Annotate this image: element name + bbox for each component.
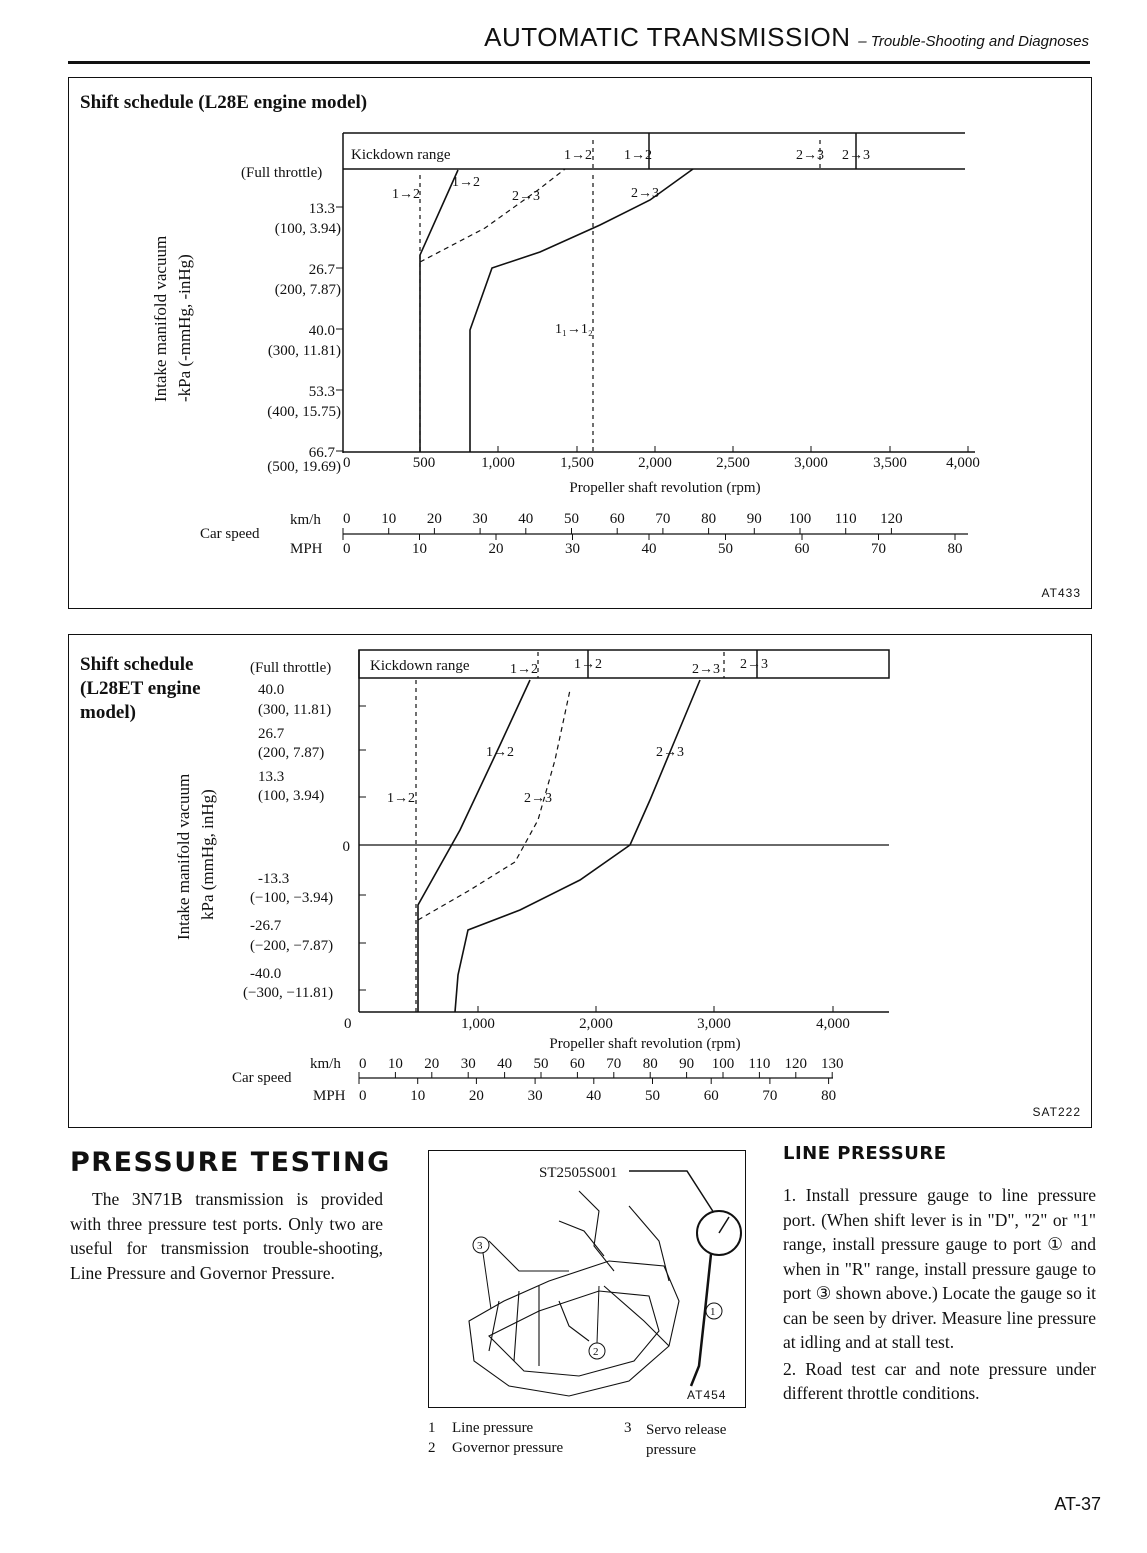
header-subtitle: – Trouble-Shooting and Diagnoses: [858, 33, 1089, 50]
x-tick-label: 4,000: [816, 1016, 850, 1032]
speed-tick-label: 40: [518, 511, 534, 527]
kickdown-1-2-label: 1→2: [510, 662, 538, 677]
caption-num: 3: [624, 1420, 632, 1436]
x-tick-label: 3,000: [697, 1016, 731, 1032]
kmh-unit: km/h: [310, 1056, 341, 1072]
caption-text: Line pressure: [452, 1420, 534, 1436]
speed-tick-label: 80: [701, 511, 717, 527]
speed-tick-label: 30: [565, 541, 580, 557]
x-ticks: [478, 1006, 833, 1012]
car-speed-label: Car speed: [200, 526, 260, 542]
shift-curves: [420, 169, 693, 452]
speed-tick-label: 70: [655, 511, 671, 527]
x-tick-label: 3,500: [873, 455, 907, 471]
x-tick-label: 2,000: [579, 1016, 613, 1032]
figure-code: AT433: [1041, 586, 1081, 600]
speed-tick-label: 0: [359, 1088, 367, 1104]
mph-unit: MPH: [290, 541, 323, 557]
y-tick-label: -13.3: [258, 871, 290, 887]
speed-tick-label: 40: [586, 1088, 602, 1104]
pressure-testing-body: [70, 1187, 383, 1285]
x-tick-label: 0: [343, 455, 351, 471]
shift-2-3-label: 2→3: [656, 745, 684, 760]
x-tick-label: 2,500: [716, 455, 750, 471]
speed-tick-label: 60: [569, 1056, 585, 1072]
figure-code: SAT222: [1032, 1105, 1081, 1119]
shift-schedule-l28e-diagram: [0, 0, 1147, 620]
x-tick-label: 0: [344, 1016, 352, 1032]
title-line: (L28ET engine: [80, 678, 201, 699]
speed-tick-label: 90: [746, 511, 762, 527]
speed-tick-label: 30: [527, 1088, 543, 1104]
x-axis-label: Propeller shaft revolution (rpm): [549, 1036, 741, 1052]
tool-label: ST2505S001: [539, 1165, 618, 1181]
kmh-ticks: [359, 1056, 843, 1078]
caption-text: Servo release pressure: [646, 1422, 727, 1458]
speed-tick-label: 120: [880, 511, 903, 527]
y-tick-label: -40.0: [250, 966, 282, 982]
y-tick-label: 40.0: [258, 682, 285, 698]
speed-tick-label: 60: [609, 511, 625, 527]
shift-2-3-label: 2→3: [631, 186, 659, 201]
y-axis-unit: -kPa (-mmHg, -inHg): [175, 254, 194, 402]
speed-tick-label: 40: [497, 1056, 513, 1072]
y-tick-sub: (−300, −11.81): [243, 985, 334, 1001]
speed-tick-label: 30: [472, 511, 488, 527]
y-tick-sub: (100, 3.94): [258, 788, 325, 804]
x-tick-label: 2,000: [638, 455, 672, 471]
y-tick-label: 53.3: [308, 384, 335, 400]
speed-tick-label: 100: [711, 1056, 735, 1072]
kmh-ticks: [343, 511, 903, 534]
speed-tick-label: 40: [641, 541, 657, 557]
y-tick-sub: (200, 7.87): [258, 745, 325, 761]
speed-tick-label: 70: [606, 1056, 622, 1072]
line-pressure-heading: LINE PRESSURE: [783, 1143, 947, 1164]
speed-tick-label: 20: [424, 1056, 440, 1072]
speed-tick-label: 0: [343, 511, 351, 527]
y-tick-label: 26.7: [308, 262, 335, 278]
shift-1-2-label: 1→2: [486, 745, 514, 760]
kickdown-2-3-label: 2→3: [692, 662, 720, 677]
title-line: Shift schedule: [80, 654, 194, 675]
kickdown-1-2-label: 1→2: [564, 148, 592, 163]
y-tick-sub: (−100, −3.94): [250, 890, 334, 906]
speed-tick-label: 70: [762, 1088, 778, 1104]
y-tick-sub: (300, 11.81): [258, 702, 332, 718]
speed-tick-label: 80: [947, 541, 963, 557]
y-tick-label: -26.7: [250, 918, 282, 934]
car-speed-label: Car speed: [232, 1070, 292, 1086]
x-tick-label: 500: [412, 455, 436, 471]
speed-tick-label: 20: [426, 511, 442, 527]
header-title: AUTOMATIC TRANSMISSION: [484, 22, 851, 52]
shift-1-2-label: 1→2: [452, 175, 480, 190]
caption-text: Governor pressure: [452, 1440, 564, 1456]
shift-curves: [416, 680, 700, 1012]
figure-code: AT454: [687, 1388, 727, 1402]
port-marker-3: 3: [477, 1240, 483, 1252]
y-tick-sub: (100, 3.94): [274, 221, 341, 237]
kickdown-range-label: Kickdown range: [370, 658, 470, 674]
y-tick-sub: (−200, −7.87): [250, 938, 334, 954]
speed-tick-label: 50: [645, 1088, 660, 1104]
y-axis-unit: kPa (mmHg, inHg): [198, 789, 217, 920]
y-tick-label: 13.3: [308, 201, 335, 217]
y-tick-sub: (200, 7.87): [274, 282, 341, 298]
speed-tick-label: 10: [412, 541, 427, 557]
speed-tick-label: 60: [794, 541, 810, 557]
shift-2-3-label: 2→3: [524, 791, 552, 806]
speed-tick-label: 50: [533, 1056, 549, 1072]
y-tick-label: 0: [342, 839, 350, 855]
speed-tick-label: 30: [460, 1056, 476, 1072]
y-ticks: [243, 682, 366, 1001]
title-line: model): [80, 702, 136, 723]
speed-tick-label: 0: [359, 1056, 367, 1072]
kickdown-range-label: Kickdown range: [351, 147, 451, 163]
page-number: AT-37: [1054, 1494, 1101, 1514]
y-tick-sub: (400, 15.75): [267, 404, 341, 420]
speed-tick-label: 50: [718, 541, 733, 557]
port-marker-2: 2: [593, 1346, 599, 1358]
y-axis-label: Intake manifold vacuum: [174, 773, 193, 940]
y-axis-label: Intake manifold vacuum: [151, 235, 170, 402]
full-throttle-label: (Full throttle): [241, 165, 323, 181]
caption-num: 2: [428, 1440, 436, 1456]
shift-1-2-label: 1→2: [387, 791, 415, 806]
speed-tick-label: 110: [834, 511, 857, 527]
panel-title: Shift schedule (L28E engine model): [80, 92, 368, 113]
x-tick-label: 3,000: [794, 455, 828, 471]
kickdown-2-3-label: 2→3: [796, 148, 824, 163]
y-tick-label: 40.0: [308, 323, 335, 339]
kickdown-2-3-label: 2→3: [740, 657, 768, 672]
x-tick-label: 1,000: [481, 455, 515, 471]
full-throttle-label: (Full throttle): [250, 660, 332, 676]
speed-tick-label: 20: [488, 541, 504, 557]
transmission-illustration: [429, 1151, 745, 1407]
speed-tick-label: 110: [748, 1056, 771, 1072]
speed-tick-label: 20: [468, 1088, 484, 1104]
transmission-outline: [469, 1191, 679, 1396]
line-pressure-body: [783, 1183, 1096, 1406]
y-tick-label: 13.3: [258, 769, 285, 785]
speed-tick-label: 70: [871, 541, 886, 557]
y-tick-label: 66.7: [308, 445, 335, 461]
mph-ticks: [359, 1078, 836, 1104]
step-2: 2. Road test car and note pressure under different throttle conditions.: [783, 1358, 1096, 1403]
y-tick-sub: (300, 11.81): [267, 343, 341, 359]
speed-tick-label: 10: [387, 1056, 403, 1072]
kickdown-1-2-label: 1→2: [574, 657, 602, 672]
x-axis-label: Propeller shaft revolution (rpm): [569, 480, 761, 496]
speed-tick-label: 10: [410, 1088, 426, 1104]
kmh-unit: km/h: [290, 512, 321, 528]
y-tick-sub: (500, 19.69): [267, 459, 341, 475]
speed-tick-label: 120: [784, 1056, 808, 1072]
speed-tick-label: 80: [821, 1088, 837, 1104]
y-ticks: [267, 201, 343, 475]
speed-tick-label: 130: [820, 1056, 844, 1072]
speed-tick-label: 60: [703, 1088, 719, 1104]
shift-1-1-1-2-label: 1₁→1₂: [555, 322, 593, 337]
x-tick-label: 1,000: [461, 1016, 495, 1032]
caption-num: 1: [428, 1420, 436, 1436]
shift-1-2-label: 1→2: [392, 187, 420, 202]
speed-tick-label: 100: [788, 511, 812, 527]
x-tick-label: 4,000: [946, 455, 980, 471]
port-marker-1: 1: [710, 1306, 716, 1318]
kickdown-2-3-label: 2→3: [842, 148, 870, 163]
speed-tick-label: 80: [642, 1056, 658, 1072]
mph-unit: MPH: [313, 1088, 346, 1104]
mph-ticks: [343, 534, 963, 557]
kickdown-1-2-label: 1→2: [624, 148, 652, 163]
pressure-testing-heading: PRESSURE TESTING: [70, 1147, 391, 1178]
step-1: 1. Install pressure gauge to line pressure port. (When shift lever is in "D", "2" or "1" range, install pressure gauge to port ① and when in "R" range, install pressure gauge to port ③ shown above.) Locate the gauge so it can be seen by driver. Measure line pressure at idling and at stall test.: [783, 1185, 1096, 1352]
pressure-port-figure: [428, 1150, 746, 1408]
speed-tick-label: 0: [343, 541, 351, 557]
speed-tick-label: 50: [564, 511, 579, 527]
speed-tick-label: 10: [381, 511, 397, 527]
x-ticks: [420, 446, 968, 452]
paragraph: The 3N71B transmission is provided with three pressure test ports. Only two are useful for transmission trouble-shooting, Line Pressure and Governor Pressure.: [70, 1189, 383, 1283]
y-tick-label: 26.7: [258, 726, 285, 742]
x-tick-label: 1,500: [560, 455, 594, 471]
shift-schedule-l28et-diagram: [0, 620, 1147, 1130]
shift-2-3-label: 2→3: [512, 189, 540, 204]
speed-tick-label: 90: [679, 1056, 695, 1072]
